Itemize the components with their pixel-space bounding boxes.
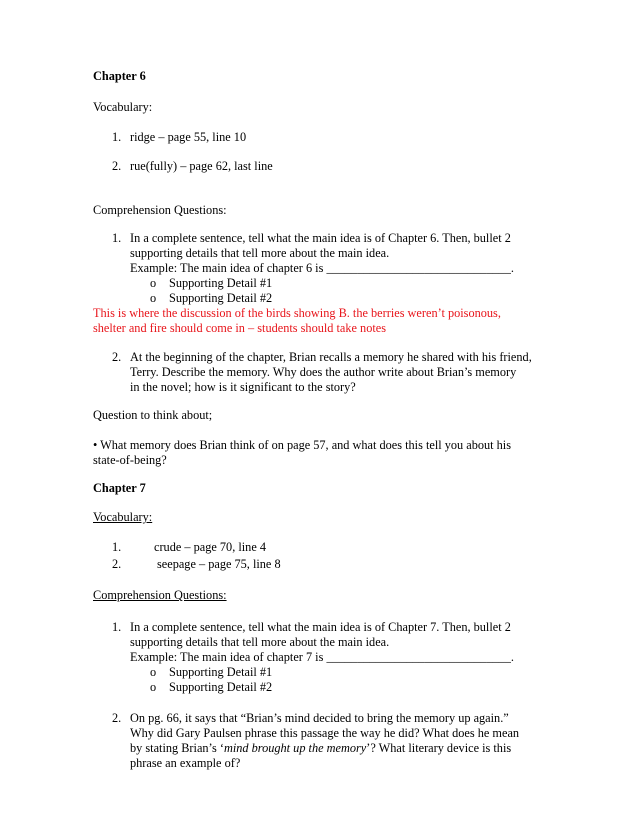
question-text: In a complete sentence, tell what the main idea is of Chapter 7. Then, bullet 2 xyxy=(130,620,511,634)
list-number: 1. xyxy=(112,130,122,144)
ch7-vocabulary-label: Vocabulary: xyxy=(93,510,153,524)
vocab-text: seepage – page 75, line 8 xyxy=(157,557,281,571)
detail-bullet: o xyxy=(150,665,157,679)
question-text: In a complete sentence, tell what the main idea is of Chapter 6. Then, bullet 2 xyxy=(130,231,511,245)
note-text: This is where the discussion of the birds showing B. the berries weren’t poisonous, xyxy=(93,306,501,320)
question-text-start: by stating Brian’s ‘ xyxy=(130,741,224,755)
question-text: Example: The main idea of chapter 7 is ______________________________. xyxy=(130,650,514,664)
question-text: On pg. 66, it says that “Brian’s mind decided to bring the memory up again.” xyxy=(130,711,509,725)
supporting-detail: Supporting Detail #1 xyxy=(169,665,273,679)
question-text: • What memory does Brian think of on page 57, and what does this tell you about his xyxy=(93,438,512,452)
vocab-text: ridge – page 55, line 10 xyxy=(130,130,247,144)
list-number: 1. xyxy=(112,620,122,634)
supporting-detail: Supporting Detail #2 xyxy=(169,291,273,305)
question-text: phrase an example of? xyxy=(130,756,241,770)
detail-bullet: o xyxy=(150,291,157,305)
question-text-end: ’? What literary device is this xyxy=(366,741,512,755)
detail-bullet: o xyxy=(150,680,157,694)
list-number: 2. xyxy=(112,557,122,571)
list-number: 2. xyxy=(112,350,122,364)
question-text: Why did Gary Paulsen phrase this passage the way he did? What does he mean xyxy=(130,726,520,740)
ch7-comprehension-label: Comprehension Questions: xyxy=(93,588,227,602)
question-text xyxy=(130,741,511,756)
question-text: At the beginning of the chapter, Brian recalls a memory he shared with his friend, xyxy=(130,350,532,364)
note-text: shelter and fire should come in – students should take notes xyxy=(93,321,387,335)
vocab-text: crude – page 70, line 4 xyxy=(154,540,266,554)
ch6-comprehension-label: Comprehension Questions: xyxy=(93,203,227,217)
ch6-vocabulary-label: Vocabulary: xyxy=(93,100,153,114)
chapter-7-heading: Chapter 7 xyxy=(93,481,146,495)
supporting-detail: Supporting Detail #2 xyxy=(169,680,273,694)
list-number: 1. xyxy=(112,540,122,554)
question-text: in the novel; how is it significant to the story? xyxy=(130,380,356,394)
list-number: 2. xyxy=(112,159,122,173)
think-about-label: Question to think about; xyxy=(93,408,213,422)
detail-bullet: o xyxy=(150,276,157,290)
list-number: 1. xyxy=(112,231,122,245)
question-text: Terry. Describe the memory. Why does the author write about Brian’s memory xyxy=(130,365,517,379)
vocab-text: rue(fully) – page 62, last line xyxy=(130,159,273,173)
chapter-6-heading: Chapter 6 xyxy=(93,69,146,83)
quoted-phrase: mind brought up the memory xyxy=(223,741,367,755)
question-text: supporting details that tell more about the main idea. xyxy=(130,635,390,649)
question-text: supporting details that tell more about the main idea. xyxy=(130,246,390,260)
list-number: 2. xyxy=(112,711,122,725)
supporting-detail: Supporting Detail #1 xyxy=(169,276,273,290)
question-text: Example: The main idea of chapter 6 is ______________________________. xyxy=(130,261,514,275)
question-text: state-of-being? xyxy=(93,453,167,467)
